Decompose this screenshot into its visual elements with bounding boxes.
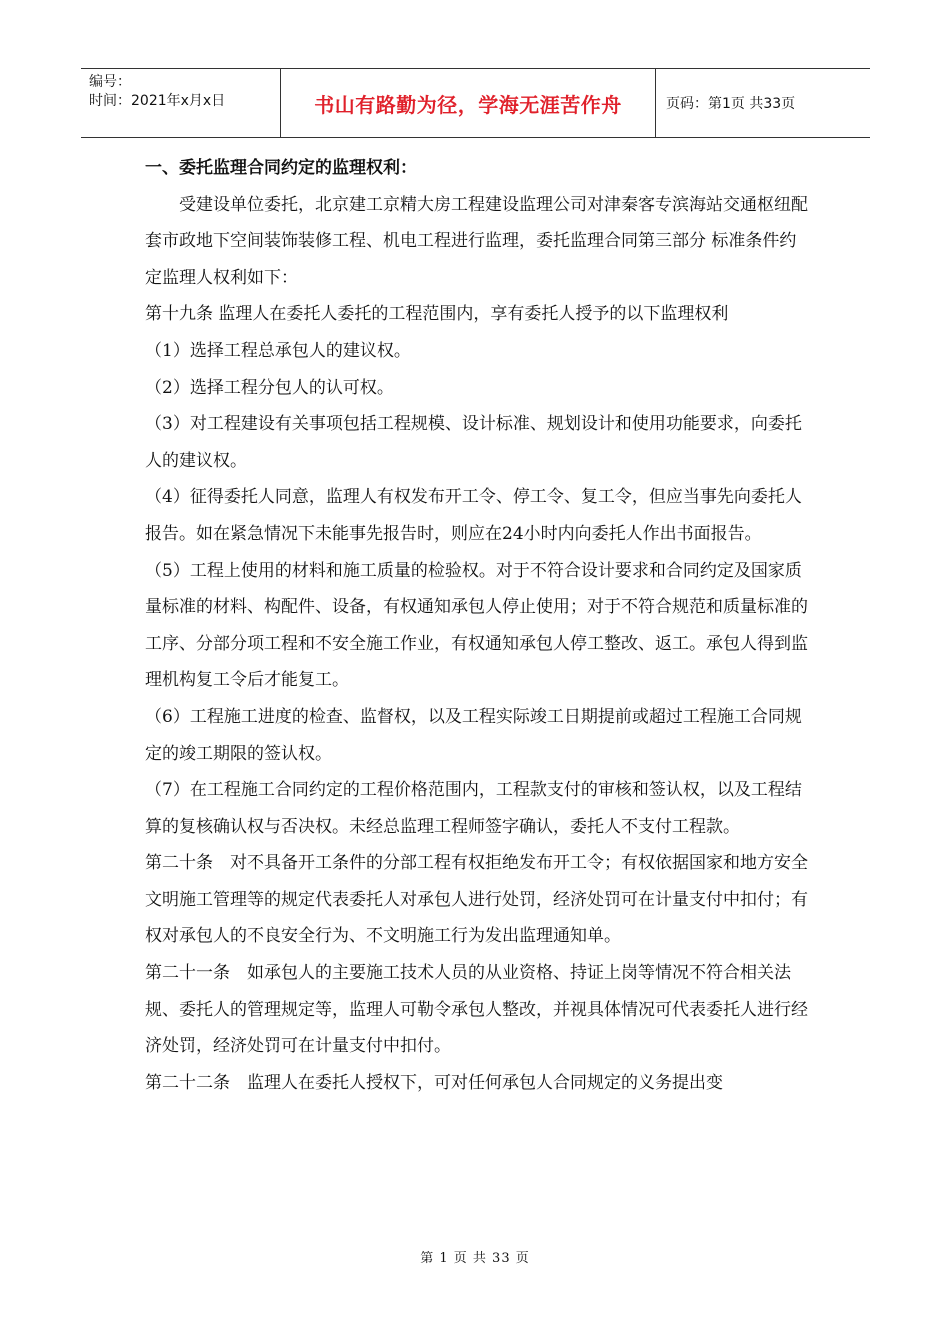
time-label: 时间：2021年x月x日 [89, 93, 226, 109]
section-heading: 一、委托监理合同约定的监理权利： [145, 158, 417, 178]
list-item: （7）在工程施工合同约定的工程价格范围内，工程款支付的审核和签认权，以及工程结算的复核确认权与否决权。未经总监理工程师签字确认，委托人不支付工程款。 [145, 780, 802, 837]
list-item: （4）征得委托人同意，监理人有权发布开工令、停工令、复工令，但应当事先向委托人报告。如在紧急情况下未能事先报告时，则应在24小时内向委托人作出书面报告。 [145, 487, 802, 544]
list-item: （5）工程上使用的材料和施工质量的检验权。对于不符合设计要求和合同约定及国家质量标准的材料、构配件、设备，有权通知承包人停止使用；对于不符合规范和质量标准的工序、分部分项工程和不安全施工作业，有权通知承包人停工整改、返工。承包人得到监理机构复工令后才能复工。 [145, 560, 808, 691]
article-21: 第二十一条 如承包人的主要施工技术人员的从业资格、持证上岗等情况不符合相关法规、委托人的管理规定等，监理人可勒令承包人整改，并视具体情况可代表委托人进行经济处罚，经济处罚可在计量支付中扣付。 [145, 963, 808, 1057]
number-label: 编号： [89, 74, 131, 90]
article-20: 第二十条 对不具备开工条件的分部工程有权拒绝发布开工令；有权依据国家和地方安全文明施工管理等的规定代表委托人对承包人进行处罚，经济处罚可在计量支付中扣付；有权对承包人的不良安全行为、不文明施工行为发出监理通知单。 [145, 853, 808, 947]
list-item: （1）选择工程总承包人的建议权。 [145, 340, 411, 361]
header-meta [81, 69, 281, 137]
header-motto-cell [281, 69, 656, 137]
page-footer: 第 1 页 共 33 页 [420, 1251, 530, 1266]
article-19: 第十九条 监理人在委托人委托的工程范围内，享有委托人授予的以下监理权利 [145, 304, 729, 325]
article-22: 第二十二条 监理人在委托人授权下，可对任何承包人合同规定的义务提出变 [145, 1072, 723, 1093]
list-item: （2）选择工程分包人的认可权。 [145, 377, 394, 398]
motto-text: 书山有路勤为径，学海无涯苦作舟 [314, 92, 622, 117]
header-page-info [656, 69, 870, 137]
list-item: （3）对工程建设有关事项包括工程规模、设计标准、规划设计和使用功能要求，向委托人的建议权。 [145, 414, 802, 471]
document-body [145, 150, 811, 1101]
list-item: （6）工程施工进度的检查、监督权，以及工程实际竣工日期提前或超过工程施工合同规定的竣工期限的签认权。 [145, 706, 802, 764]
intro-paragraph: 受建设单位委托，北京建工京精大房工程建设监理公司对津秦客专滨海站交通枢纽配套市政地下空间装饰装修工程、机电工程进行监理，委托监理合同第三部分 标准条件约定监理人权利如下： [145, 194, 808, 288]
page-info-text: 页码：第1页 共33页 [666, 96, 796, 112]
document-header [81, 68, 870, 138]
